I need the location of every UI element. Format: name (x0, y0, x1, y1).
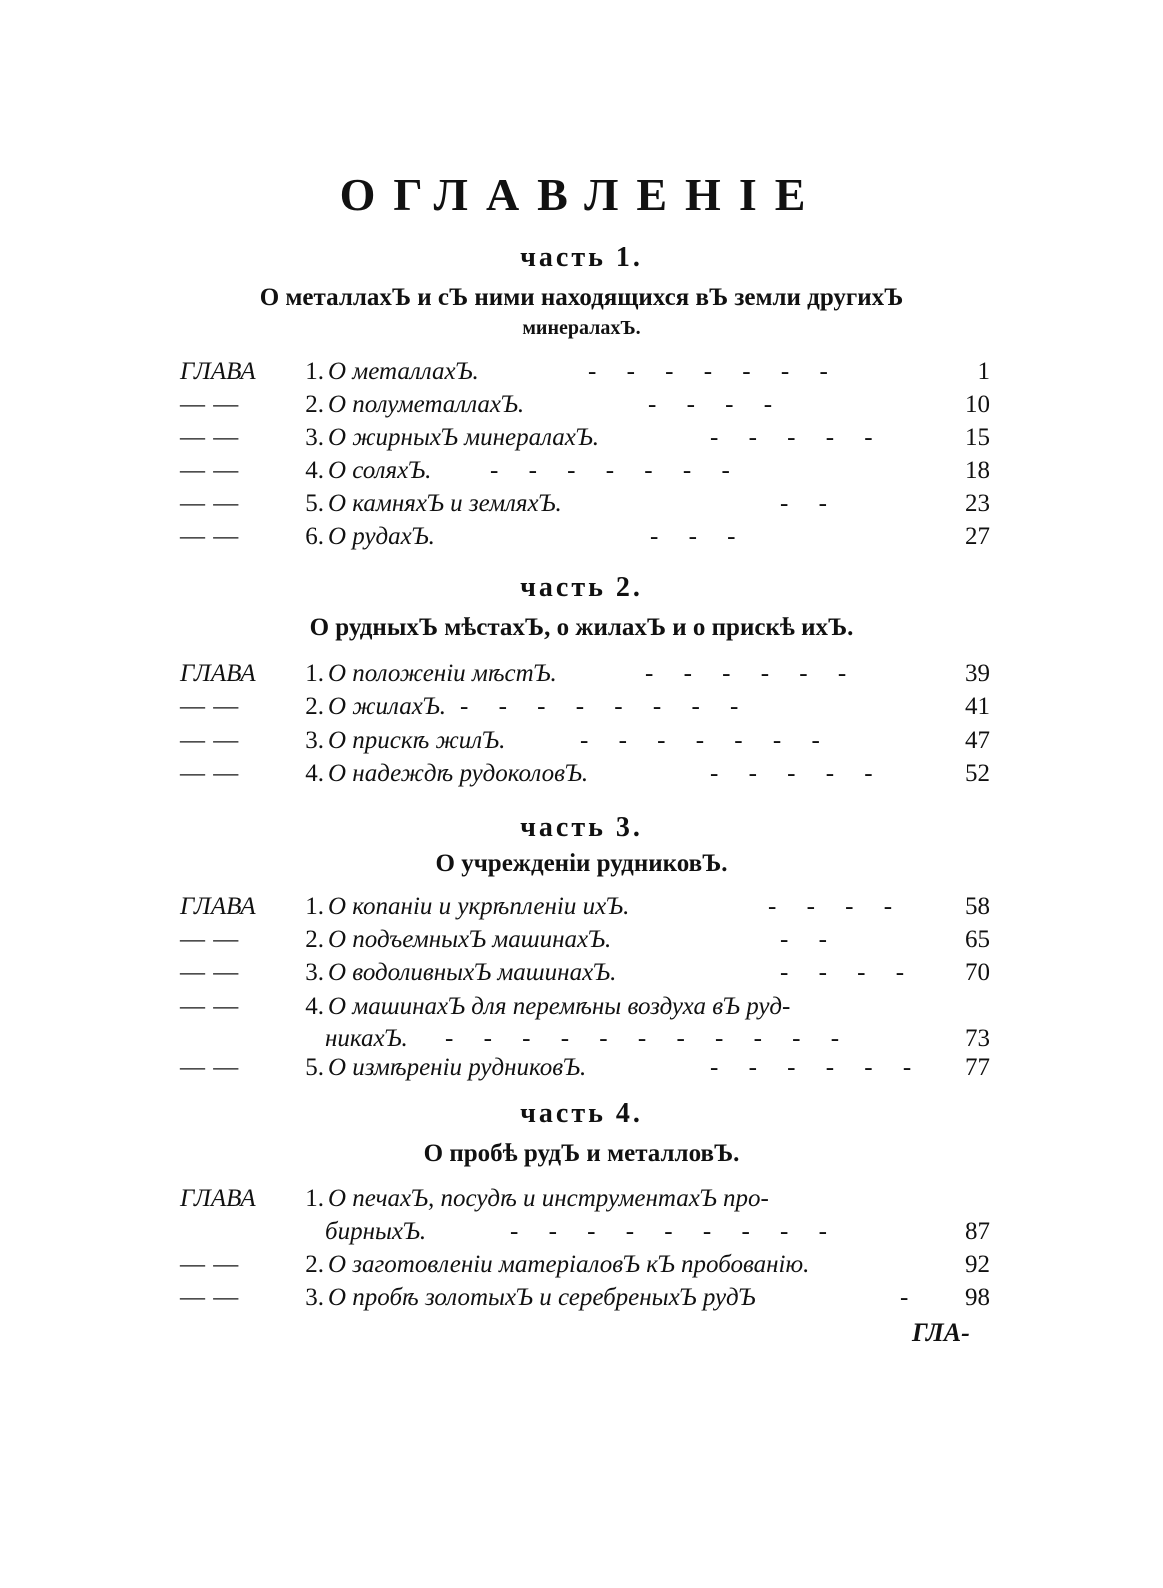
chapter-number: 5. (305, 1054, 324, 1081)
page-number: 70 (965, 959, 990, 986)
toc-entry (180, 993, 990, 1023)
page-number: 87 (965, 1218, 990, 1245)
toc-entry (180, 893, 990, 923)
chapter-title: О положеніи мѣстЪ. (328, 660, 557, 687)
chapter-title: О соляхЪ. (328, 457, 432, 484)
part-2-heading: часть 2. (520, 572, 643, 603)
dot-leader: - - - - - (710, 760, 885, 787)
chapter-title: О заготовленіи матеріаловЪ кЪ пробованію. (328, 1251, 810, 1278)
chapter-number: 3. (305, 959, 324, 986)
dot-leader: - - (780, 926, 839, 953)
chapter-number: 1. (305, 893, 324, 920)
part-1-subtitle-line-1: О металлахЪ и сЪ ними находящихся вЪ земли другихЪ (259, 284, 904, 311)
page-number: 18 (965, 457, 990, 484)
dot-leader: - - - - - (710, 424, 885, 451)
toc-entry (180, 523, 990, 553)
chapter-number: 3. (305, 424, 324, 451)
chapter-number: 4. (305, 993, 324, 1020)
dot-leader: - - - - - - (710, 1054, 924, 1081)
toc-entry (180, 1054, 990, 1084)
chapter-lead: — — (180, 1054, 240, 1081)
page-number: 41 (965, 693, 990, 720)
page-number: 10 (965, 391, 990, 418)
chapter-number: 1. (305, 660, 324, 687)
toc-entry (180, 760, 990, 790)
chapter-title: О печахЪ, посудѣ и инструментахЪ про- (328, 1185, 769, 1212)
chapter-title: О водоливныхЪ машинахЪ. (328, 959, 617, 986)
chapter-lead: — — (180, 993, 240, 1020)
page-number: 15 (965, 424, 990, 451)
page-number: 52 (965, 760, 990, 787)
part-3-subtitle: О учрежденіи рудниковЪ. (435, 850, 728, 877)
dot-leader: - (900, 1284, 921, 1311)
chapter-number: 2. (305, 926, 324, 953)
chapter-lead: — — (180, 490, 240, 517)
chapter-lead: — — (180, 457, 240, 484)
chapter-lead: — — (180, 1284, 240, 1311)
chapter-number: 1. (305, 358, 324, 385)
page-number: 65 (965, 926, 990, 953)
chapter-number: 4. (305, 760, 324, 787)
chapter-title: никахЪ. (325, 1025, 408, 1052)
part-3-heading: часть 3. (520, 812, 643, 843)
chapter-title: О жирныхЪ минералахЪ. (328, 424, 600, 451)
toc-entry (180, 424, 990, 454)
toc-entry (180, 391, 990, 421)
catchword: ГЛА- (912, 1318, 970, 1347)
dot-leader: - - - - (780, 959, 917, 986)
dot-leader: - - - - - - - (580, 727, 832, 754)
chapter-number: 4. (305, 457, 324, 484)
chapter-number: 3. (305, 727, 324, 754)
page-number: 47 (965, 727, 990, 754)
part-1-subtitle (0, 283, 1163, 343)
dot-leader: - - - - - - - - - (510, 1218, 839, 1245)
chapter-lead: — — (180, 926, 240, 953)
chapter-lead: ГЛАВА (180, 1185, 256, 1212)
chapter-lead: — — (180, 727, 240, 754)
chapter-lead: — — (180, 391, 240, 418)
chapter-title: О надеждѣ рудоколовЪ. (328, 760, 589, 787)
toc-entry (180, 1251, 990, 1281)
chapter-number: 2. (305, 391, 324, 418)
page-number: 27 (965, 523, 990, 550)
chapter-title: О прискѣ жилЪ. (328, 727, 506, 754)
part-1-heading: часть 1. (520, 242, 643, 273)
chapter-lead: — — (180, 523, 240, 550)
dot-leader: - - - - - - - (490, 457, 742, 484)
toc-entry (180, 490, 990, 520)
dot-leader: - - - - (648, 391, 785, 418)
chapter-title: О измѣреніи рудниковЪ. (328, 1054, 587, 1081)
toc-entry (180, 358, 990, 388)
page-number: 77 (965, 1054, 990, 1081)
dot-leader: - - - - - - (645, 660, 859, 687)
toc-entry (180, 926, 990, 956)
chapter-number: 3. (305, 1284, 324, 1311)
chapter-lead: ГЛАВА (180, 660, 256, 687)
toc-entry (180, 1185, 990, 1215)
chapter-title: О рудахЪ. (328, 523, 435, 550)
toc-entry (180, 727, 990, 757)
chapter-title: О машинахЪ для перемѣны воздуха вЪ руд- (328, 993, 791, 1020)
toc-entry (180, 959, 990, 989)
page-number: 1 (977, 358, 990, 385)
chapter-title: бирныхЪ. (325, 1218, 427, 1245)
dot-leader: - - (780, 490, 839, 517)
dot-leader: - - - - - - - - (460, 693, 751, 720)
page-number: 23 (965, 490, 990, 517)
toc-entry (180, 660, 990, 690)
chapter-number: 2. (305, 1251, 324, 1278)
chapter-title: О жилахЪ. (328, 693, 447, 720)
toc-entry (180, 457, 990, 487)
part-2-subtitle: О рудныхЪ мѣстахЪ, о жилахЪ и о прискѣ ихЪ. (309, 614, 854, 641)
dot-leader: - - - - - - - - - - - (445, 1025, 852, 1052)
chapter-lead: — — (180, 693, 240, 720)
chapter-title: О пробѣ золотыхЪ и серебреныхЪ рудЪ (328, 1284, 756, 1311)
toc-entry (325, 1025, 990, 1055)
chapter-lead: — — (180, 424, 240, 451)
chapter-title: О камняхЪ и земляхЪ. (328, 490, 562, 517)
page-number: 98 (965, 1284, 990, 1311)
chapter-number: 2. (305, 693, 324, 720)
chapter-lead: — — (180, 959, 240, 986)
page-number: 73 (965, 1025, 990, 1052)
page-number: 92 (965, 1251, 990, 1278)
chapter-title: О металлахЪ. (328, 358, 479, 385)
toc-entry (180, 1284, 990, 1314)
part-1-subtitle-line-2: минералахЪ. (522, 317, 641, 339)
chapter-number: 6. (305, 523, 324, 550)
chapter-lead: — — (180, 760, 240, 787)
toc-entry (325, 1218, 990, 1248)
chapter-title: О подъемныхЪ машинахЪ. (328, 926, 612, 953)
chapter-number: 1. (305, 1185, 324, 1212)
chapter-lead: — — (180, 1251, 240, 1278)
page-number: 58 (965, 893, 990, 920)
toc-entry (180, 693, 990, 723)
dot-leader: - - - (650, 523, 748, 550)
dot-leader: - - - - - - - (588, 358, 840, 385)
page-title: ОГЛАВЛЕНІЕ (339, 169, 824, 220)
page-number: 39 (965, 660, 990, 687)
part-4-heading: часть 4. (520, 1098, 643, 1129)
chapter-title: О копаніи и укрѣпленіи ихЪ. (328, 893, 630, 920)
part-4-subtitle: О пробѣ рудЪ и металловЪ. (423, 1140, 740, 1167)
dot-leader: - - - - (768, 893, 905, 920)
chapter-title: О полуметаллахЪ. (328, 391, 525, 418)
chapter-lead: ГЛАВА (180, 893, 256, 920)
chapter-lead: ГЛАВА (180, 358, 256, 385)
chapter-number: 5. (305, 490, 324, 517)
